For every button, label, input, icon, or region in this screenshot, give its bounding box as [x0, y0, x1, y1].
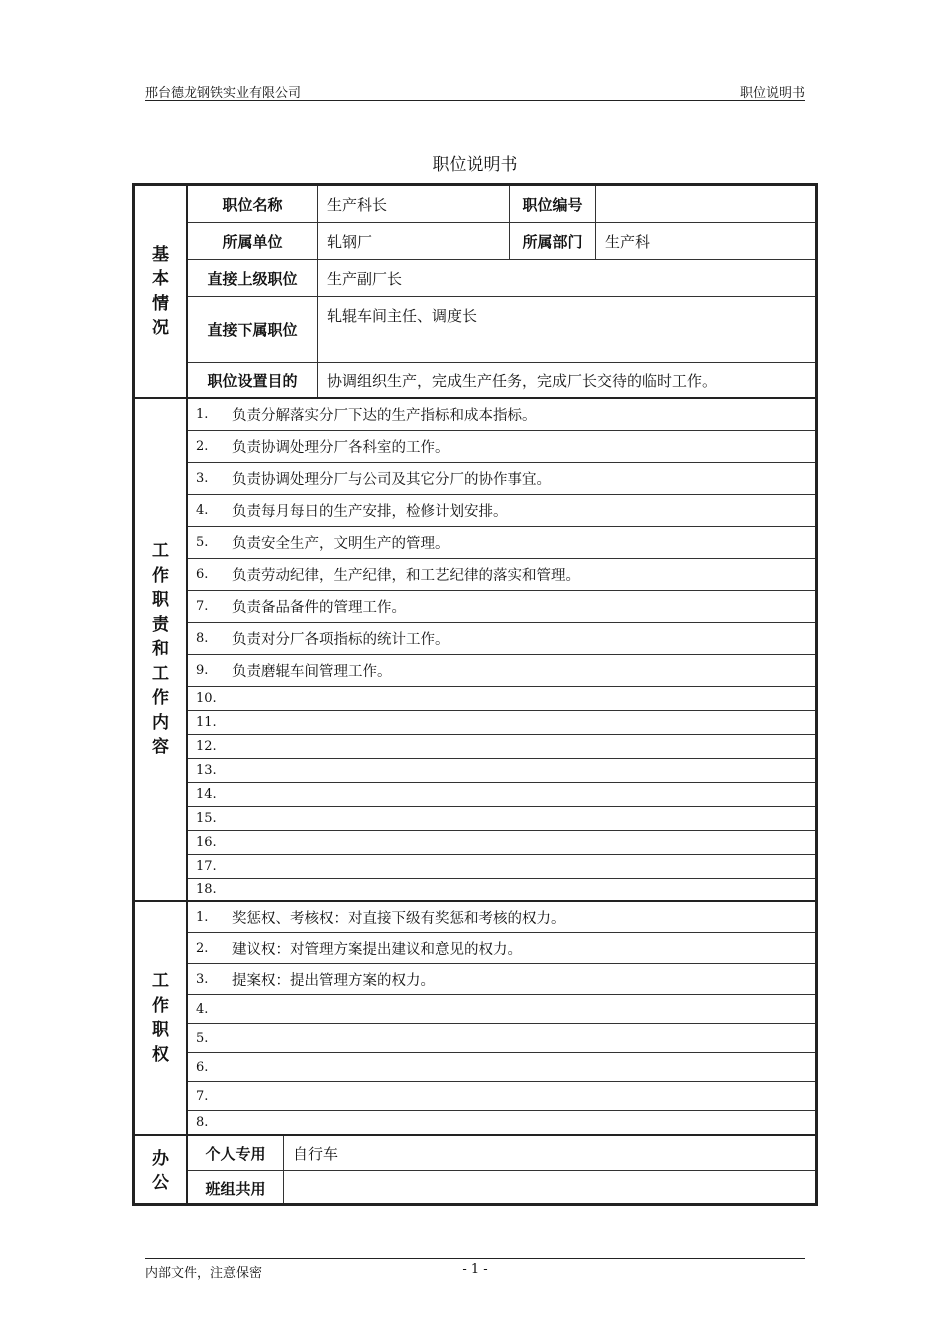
footer-page-number: - 1 - [462, 1262, 488, 1277]
authority-side-label: 工作职权 [135, 902, 188, 1134]
team-use-label: 班组共用 [188, 1171, 284, 1206]
list-item [188, 687, 815, 711]
list-item [188, 1024, 815, 1053]
item-number: 5. [196, 1030, 209, 1046]
position-name-row [188, 186, 815, 223]
list-item [188, 783, 815, 807]
list-item [188, 995, 815, 1024]
position-name-label: 职位名称 [188, 186, 318, 222]
item-text: 负责对分厂各项指标的统计工作。 [232, 632, 450, 648]
superior-value: 生产副厂长 [327, 269, 403, 288]
item-number: 2. [196, 940, 209, 956]
personal-use-label: 个人专用 [188, 1136, 284, 1170]
item-text: 负责分解落实分厂下达的生产指标和成本指标。 [232, 408, 537, 424]
list-item [188, 879, 815, 900]
list-item [188, 495, 815, 527]
item-number: 18. [196, 882, 217, 897]
item-number: 4. [196, 503, 209, 518]
unit-row [188, 223, 815, 260]
personal-use-value: 自行车 [293, 1144, 339, 1163]
list-item [188, 807, 815, 831]
item-number: 13. [196, 763, 217, 778]
item-number: 8. [196, 631, 209, 646]
list-item [188, 463, 815, 495]
list-item [188, 735, 815, 759]
document-title: 职位说明书 [432, 155, 518, 175]
duties-section [135, 399, 815, 902]
item-number: 2. [196, 439, 209, 454]
dept-value: 生产科 [605, 232, 651, 251]
item-number: 8. [196, 1115, 209, 1130]
item-text: 负责磨辊车间管理工作。 [232, 664, 392, 680]
unit-label: 所属单位 [188, 223, 318, 259]
item-number: 15. [196, 811, 217, 826]
item-text: 奖惩权、考核权：对直接下级有奖惩和考核的权力。 [232, 910, 566, 927]
position-code-value [596, 186, 815, 222]
header-company: 邢台德龙钢铁实业有限公司 [145, 86, 302, 101]
item-text: 负责协调处理分厂各科室的工作。 [232, 440, 450, 456]
purpose-label: 职位设置目的 [188, 363, 318, 397]
item-number: 1. [196, 407, 209, 422]
header-doc-type: 职位说明书 [739, 86, 805, 101]
item-number: 10. [196, 691, 217, 706]
dept-label: 所属部门 [510, 223, 596, 259]
list-item [188, 711, 815, 735]
basic-info-section [135, 186, 815, 399]
list-item [188, 527, 815, 559]
item-number: 12. [196, 739, 217, 754]
item-number: 7. [196, 1088, 209, 1104]
basic-info-side-label: 基本情况 [135, 186, 188, 397]
subordinate-label: 直接下属职位 [188, 297, 318, 362]
item-text: 负责安全生产，文明生产的管理。 [232, 536, 450, 552]
item-text: 负责劳动纪律，生产纪律，和工艺纪律的落实和管理。 [232, 568, 580, 584]
list-item [188, 933, 815, 964]
list-item [188, 1082, 815, 1111]
footer-rule [145, 1258, 805, 1259]
personal-use-row [188, 1136, 815, 1171]
purpose-row [188, 363, 815, 397]
superior-row [188, 260, 815, 297]
item-number: 6. [196, 567, 209, 582]
list-item [188, 591, 815, 623]
item-number: 3. [196, 471, 209, 486]
item-number: 4. [196, 1001, 209, 1017]
position-code-label: 职位编号 [510, 186, 596, 222]
list-item [188, 559, 815, 591]
position-name-value: 生产科长 [318, 186, 510, 222]
item-number: 9. [196, 663, 209, 678]
item-text: 建议权：对管理方案提出建议和意见的权力。 [232, 941, 522, 958]
item-number: 17. [196, 859, 217, 874]
list-item [188, 1111, 815, 1134]
list-item [188, 655, 815, 687]
list-item [188, 431, 815, 463]
unit-value: 轧钢厂 [318, 223, 510, 259]
footer-confidential-note: 内部文件，注意保密 [145, 1266, 263, 1281]
subordinate-row [188, 297, 815, 363]
office-side-label: 办公 [135, 1136, 188, 1206]
authority-section [135, 902, 815, 1136]
office-section [135, 1136, 815, 1206]
list-item [188, 623, 815, 655]
item-number: 7. [196, 599, 209, 614]
job-description-table [132, 183, 818, 1206]
subordinate-value: 轧辊车间主任、调度长 [327, 307, 478, 325]
duties-side-label: 工作职责和工作内容 [135, 399, 188, 900]
item-text: 提案权：提出管理方案的权力。 [232, 972, 435, 989]
team-use-value [284, 1171, 815, 1206]
item-number: 11. [196, 715, 217, 730]
item-number: 14. [196, 787, 217, 802]
list-item [188, 855, 815, 879]
item-number: 16. [196, 835, 217, 850]
item-text: 负责每月每日的生产安排，检修计划安排。 [232, 504, 508, 520]
superior-label: 直接上级职位 [188, 260, 318, 296]
item-number: 6. [196, 1059, 209, 1075]
purpose-value: 协调组织生产，完成生产任务，完成厂长交待的临时工作。 [327, 371, 718, 390]
list-item [188, 1053, 815, 1082]
item-number: 5. [196, 535, 209, 550]
list-item [188, 759, 815, 783]
item-text: 负责备品备件的管理工作。 [232, 600, 406, 616]
team-use-row [188, 1171, 815, 1206]
list-item [188, 399, 815, 431]
list-item [188, 964, 815, 995]
list-item [188, 831, 815, 855]
item-number: 1. [196, 909, 209, 925]
header-rule [145, 100, 805, 101]
item-number: 3. [196, 971, 209, 987]
list-item [188, 902, 815, 933]
item-text: 负责协调处理分厂与公司及其它分厂的协作事宜。 [232, 472, 551, 488]
